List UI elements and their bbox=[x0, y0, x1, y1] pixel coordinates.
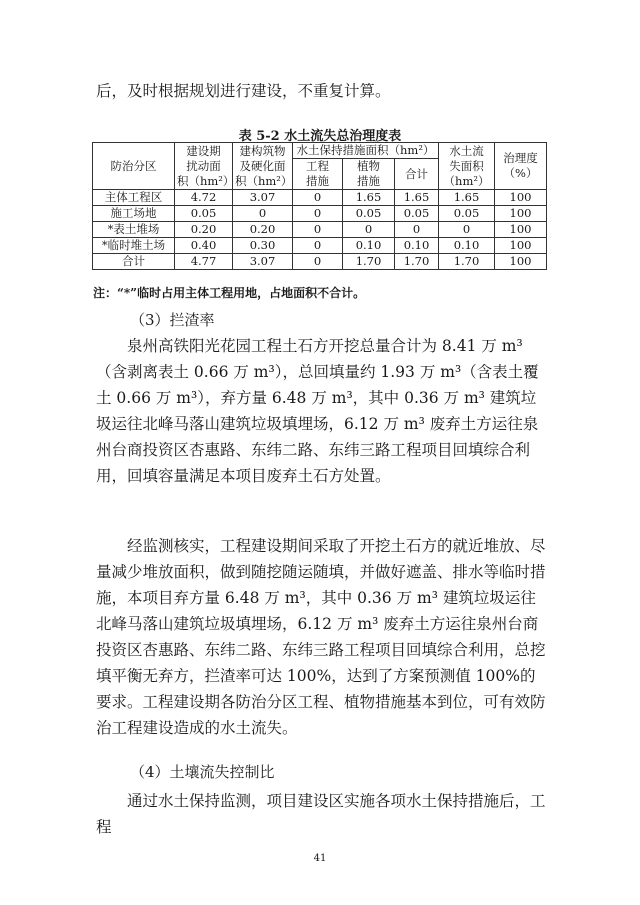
header-rate: 治理度 （%） bbox=[495, 143, 547, 190]
table-cell: 4.77 bbox=[175, 254, 233, 270]
table-note: 注：“*”临时占用主体工程用地，占地面积不合计。 bbox=[93, 286, 366, 300]
section-heading-soil-loss-ratio: （4）土壤流失控制比 bbox=[130, 763, 275, 781]
paragraph-soil-loss: 通过水土保持监测，项目建设区实施各项水土保持措施后，工程 bbox=[96, 792, 546, 836]
table-cell: 0.10 bbox=[343, 238, 395, 254]
table-cell: 1.65 bbox=[343, 190, 395, 206]
table-cell: 施工场地 bbox=[93, 206, 175, 222]
table-cell: 1.65 bbox=[439, 190, 495, 206]
paragraph-earthwork: 泉州高铁阳光花园工程土石方开挖总量合计为 8.41 万 m³（含剥离表土 0.66 万 m³），总回填量约 1.93 万 m³（含表土覆土 0.66 万 m³），弃方量 6.48 万 m³，其中 0.36 万 m³ 建筑垃圾运往北峰马落山建筑垃圾填埋场，6.12 万 m³ 废弃土方运往泉州台商投资区杏惠路、东纬二路、东纬三路工程项目回填综合利用，回填容量满足本项目废弃土石方处置。 bbox=[96, 337, 539, 485]
table-cell: 0.05 bbox=[395, 206, 439, 222]
table-cell: 0 bbox=[343, 222, 395, 238]
header-measures-group: 水土保持措施面积（hm²） bbox=[293, 143, 439, 159]
table-cell: 主体工程区 bbox=[93, 190, 175, 206]
table-cell: 100 bbox=[495, 254, 547, 270]
table-cell: 1.65 bbox=[395, 190, 439, 206]
page-number: 41 bbox=[313, 853, 327, 864]
header-plant-measures: 植物 措施 bbox=[343, 159, 395, 190]
header-loss-area: 水土流 失面积 （hm²） bbox=[439, 143, 495, 190]
table-cell: 0 bbox=[293, 222, 343, 238]
table-cell: 3.07 bbox=[233, 254, 293, 270]
table-cell: 100 bbox=[495, 238, 547, 254]
table-cell: 1.70 bbox=[395, 254, 439, 270]
erosion-control-table bbox=[92, 142, 547, 270]
header-engineering-measures: 工程 措施 bbox=[293, 159, 343, 190]
table-cell: 0.10 bbox=[439, 238, 495, 254]
intro-paragraph: 后，及时根据规划进行建设，不重复计算。 bbox=[96, 82, 391, 100]
table-cell: 0.30 bbox=[233, 238, 293, 254]
table-cell: 合计 bbox=[93, 254, 175, 270]
table-cell: 0.05 bbox=[439, 206, 495, 222]
table-cell: 0.20 bbox=[233, 222, 293, 238]
table-title: 表 5-2 水土流失总治理度表 bbox=[238, 129, 402, 144]
table-cell: 0.10 bbox=[395, 238, 439, 254]
table-cell: 0.40 bbox=[175, 238, 233, 254]
table-cell: *临时堆土场 bbox=[93, 238, 175, 254]
table-cell: 0 bbox=[439, 222, 495, 238]
table-cell: 3.07 bbox=[233, 190, 293, 206]
table-cell: 0 bbox=[293, 190, 343, 206]
table-cell: 0 bbox=[395, 222, 439, 238]
table-cell: 4.72 bbox=[175, 190, 233, 206]
table-cell: 0 bbox=[293, 254, 343, 270]
table-header bbox=[93, 143, 547, 190]
header-zone: 防治分区 bbox=[93, 143, 175, 190]
table-cell: 0.20 bbox=[175, 222, 233, 238]
table-cell: 100 bbox=[495, 222, 547, 238]
table-row bbox=[93, 222, 547, 238]
header-measures-total: 合计 bbox=[395, 159, 439, 190]
table-cell: *表土堆场 bbox=[93, 222, 175, 238]
section-heading-slag-rate: （3）拦渣率 bbox=[130, 311, 215, 329]
header-disturb-area: 建设期 扰动面 积（hm²） bbox=[175, 143, 233, 190]
header-building-area: 建构筑物 及硬化面 积（hm²） bbox=[233, 143, 293, 190]
table-cell: 0.05 bbox=[175, 206, 233, 222]
table-cell: 0 bbox=[293, 238, 343, 254]
table-cell: 1.70 bbox=[439, 254, 495, 270]
table-cell: 0 bbox=[233, 206, 293, 222]
table-cell: 100 bbox=[495, 206, 547, 222]
table-cell: 0.05 bbox=[343, 206, 395, 222]
table-row bbox=[93, 206, 547, 222]
paragraph-monitoring: 经监测核实，工程建设期间采取了开挖土石方的就近堆放、尽量减少堆放面积，做到随挖随运随填，并做好遮盖、排水等临时措施，本项目弃方量 6.48 万 m³，其中 0.36 万 m³ 建筑垃圾运往北峰马落山建筑垃圾填埋场，6.12 万 m³ 废弃土方运往泉州台商投资区杏惠路、东纬二路、东纬三路工程项目回填综合利用，总挖填平衡无弃方，拦渣率可达 100%，达到了方案预测值 100%的要求。工程建设期各防治分区工程、植物措施基本到位，可有效防治工程建设造成的水土流失。 bbox=[96, 537, 546, 737]
table-row bbox=[93, 190, 547, 206]
table-row bbox=[93, 238, 547, 254]
table-cell: 100 bbox=[495, 190, 547, 206]
table-cell: 1.70 bbox=[343, 254, 395, 270]
table-cell: 0 bbox=[293, 206, 343, 222]
table-row bbox=[93, 254, 547, 270]
table-body bbox=[93, 190, 547, 270]
